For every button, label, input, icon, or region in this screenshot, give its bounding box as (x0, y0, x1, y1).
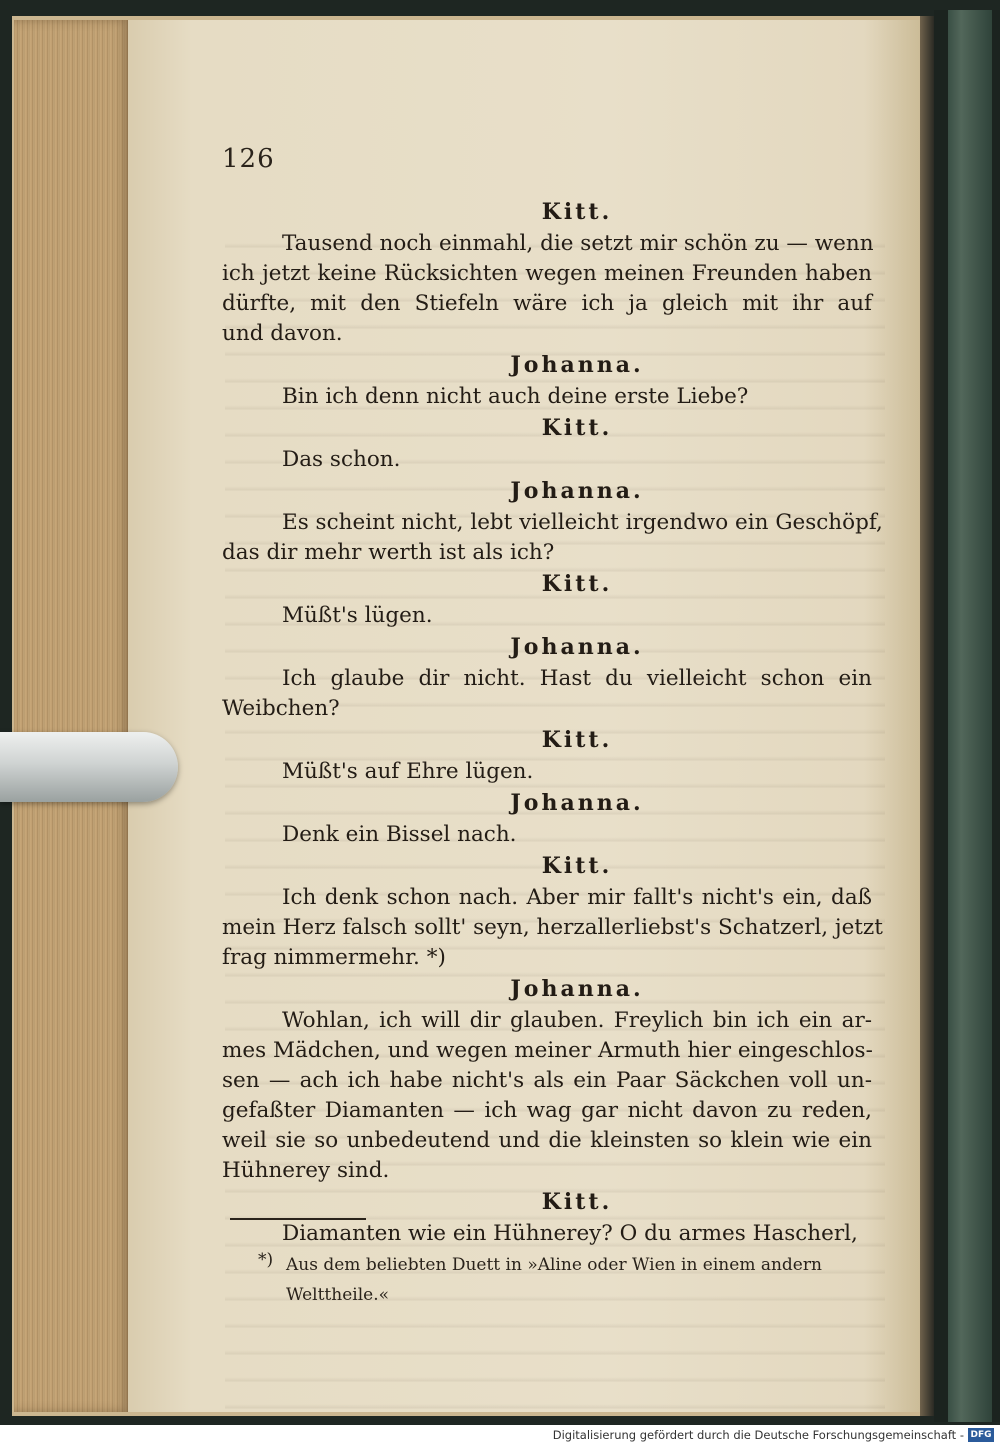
footnote-line: Welttheile.« (286, 1285, 389, 1305)
footnote-line: Aus dem beliebten Duett in »Aline oder Wien in einem andern (286, 1255, 822, 1275)
speaker-name: Kitt. (541, 415, 613, 441)
page-tab-marker (0, 732, 178, 802)
text-line: das dir mehr werth ist als ich? (222, 540, 555, 565)
funding-notice: Digitalisierung gefördert durch die Deutsche Forschungsgemeinschaft - (552, 1428, 964, 1442)
text-line: Tausend noch einmahl, die setzt mir schön zu — wenn (282, 231, 874, 256)
text-line: Ich denk schon nach. Aber mir fallt's nicht's ein, daß (282, 885, 872, 910)
text-line: weil sie so unbedeutend und die kleinsten so klein wie ein (222, 1128, 872, 1153)
facing-page-edge (934, 10, 1000, 1422)
speaker-name: Kitt. (541, 199, 613, 225)
speaker-name: Johanna. (510, 352, 644, 378)
text-line: Wohlan, ich will dir glauben. Freylich bin ich ein ar- (282, 1008, 872, 1033)
page-number: 126 (222, 144, 275, 174)
text-line: sen — ach ich habe nicht's als ein Paar Säckchen voll un- (222, 1068, 872, 1093)
text-line: frag nimmermehr. *) (222, 945, 446, 970)
page-edges (14, 20, 130, 1412)
speaker-name: Kitt. (541, 853, 613, 879)
speaker-name: Johanna. (510, 478, 644, 504)
speaker-name: Kitt. (541, 571, 613, 597)
speaker-name: Johanna. (510, 976, 644, 1002)
text-line: und davon. (222, 321, 343, 346)
text-line: Hühnerey sind. (222, 1158, 390, 1183)
text-line: Diamanten wie ein Hühnerey? O du armes Hascherl, (282, 1221, 858, 1246)
text-line: Es scheint nicht, lebt vielleicht irgendwo ein Geschöpf, (282, 510, 883, 535)
text-line: Das schon. (282, 447, 401, 472)
text-line: dürfte, mit den Stiefeln wäre ich ja gleich mit ihr auf (222, 291, 872, 316)
text-line: ich jetzt keine Rücksichten wegen meinen Freunden haben (222, 261, 872, 286)
text-line: mein Herz falsch sollt' seyn, herzallerliebst's Schatzerl, jetzt (222, 915, 883, 940)
page-gutter (920, 16, 934, 1416)
footnote-rule (230, 1218, 366, 1220)
text-line: Denk ein Bissel nach. (282, 822, 517, 847)
speaker-name: Johanna. (510, 634, 644, 660)
play-text (222, 196, 883, 1249)
speaker-name: Johanna. (510, 790, 644, 816)
footnote (258, 1250, 878, 1310)
speaker-name: Kitt. (541, 727, 613, 753)
text-line: Weibchen? (222, 696, 340, 721)
text-line: mes Mädchen, und wegen meiner Armuth hier eingeschlos- (222, 1038, 873, 1063)
footnote-marker: *) (258, 1250, 274, 1270)
text-line: Müßt's lügen. (282, 603, 433, 628)
dfg-logo: DFG (968, 1428, 994, 1442)
text-line: Müßt's auf Ehre lügen. (282, 759, 534, 784)
text-line: gefaßter Diamanten — ich wag gar nicht davon zu reden, (222, 1098, 872, 1123)
digitization-banner (0, 1425, 1000, 1446)
text-line: Ich glaube dir nicht. Hast du vielleicht schon ein (282, 666, 872, 691)
text-line: Bin ich denn nicht auch deine erste Liebe? (282, 384, 749, 409)
speaker-name: Kitt. (541, 1189, 613, 1215)
